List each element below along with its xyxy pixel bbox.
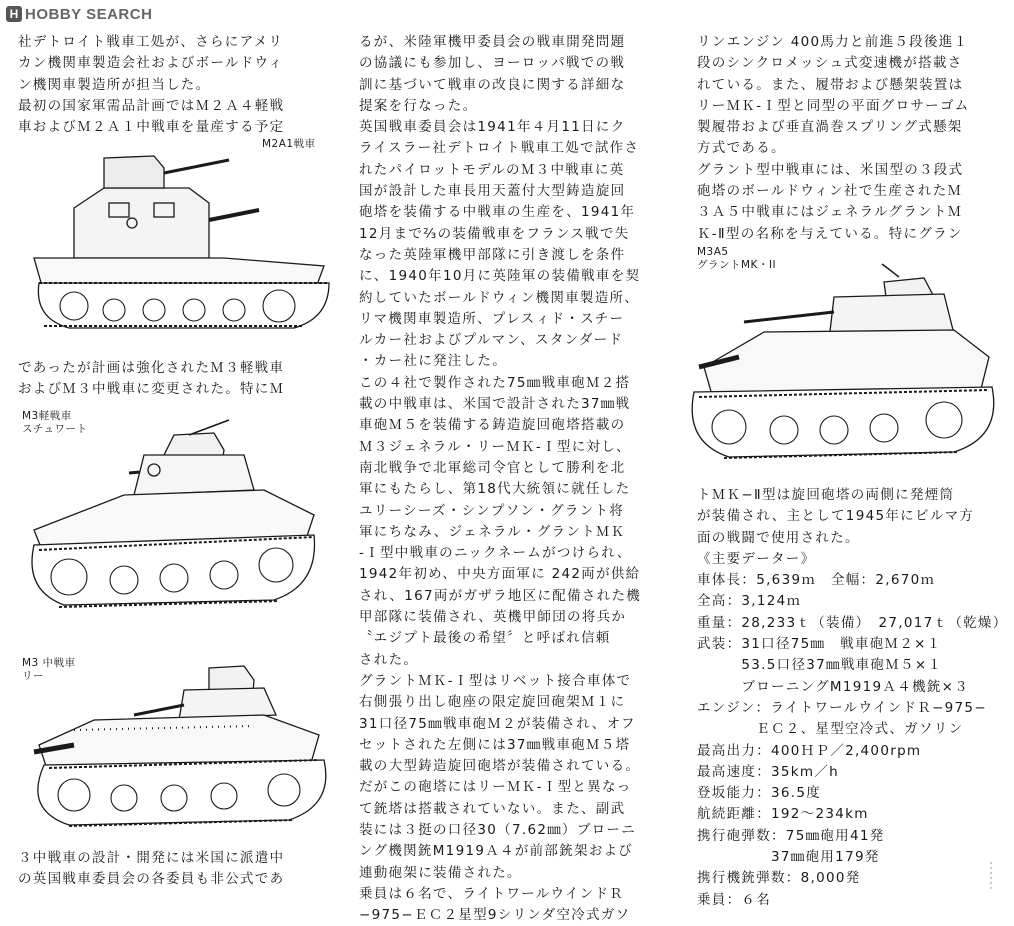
text-line: Ｋ-Ⅱ型の名称を与えている。特にグラン <box>697 225 963 242</box>
spec-line: 携行砲弾数：75㎜砲用41発 <box>697 827 885 844</box>
column-1-bottom <box>18 848 284 891</box>
caption-line: リー <box>22 670 44 682</box>
text-line: セットされた左側には37㎜戦車砲Ｍ５塔 <box>359 736 631 753</box>
text-line: され、167両がガザラ地区に配備された機 <box>359 587 642 604</box>
text-line: の英国戦車委員会の各委員も非公式であ <box>18 871 285 888</box>
text-line: 連動砲架に装備された。 <box>359 864 522 881</box>
spec-line: 航続距離：192〜234km <box>697 806 869 823</box>
caption-line: M3軽戦車 <box>22 410 72 422</box>
text-line: カン機関車製造会社およびボールドウィ <box>18 55 284 72</box>
text-line: 社デトロイト戦車工処が、さらにアメリ <box>18 34 284 50</box>
text-line: なった英陸軍機甲部隊に引き渡しを条件 <box>359 246 626 263</box>
text-line: 装には３挺の口径30（7.62㎜）ブローニ <box>359 821 637 838</box>
text-line: が装備され、主として1945年にビルマ方 <box>697 508 975 525</box>
text-line: 車およびＭ２Ａ１中戦車を量産する予定 <box>18 119 285 136</box>
text-line: 〝エジプト最後の希望〞と呼ばれ信頼 <box>359 630 611 647</box>
text-line: 提案を行なった。 <box>359 97 478 114</box>
text-line: 面の戦闘で使用された。 <box>697 529 860 546</box>
text-line: 約していたボールドウィン機関車製造所、 <box>359 289 640 306</box>
text-line: 載の中戦車は、米国で設計された37㎜戦 <box>359 396 631 413</box>
text-line: 乗員は６名で、ライトワールウインドＲ <box>359 885 625 902</box>
column-1-middle <box>18 358 284 401</box>
text-line: 訓に基づいて戦車の改良に関する詳細な <box>359 76 626 93</box>
text-line: れたパイロットモデルのＭ３中戦車に英 <box>359 161 625 178</box>
text-line: 砲塔を装備する中戦車の生産を、1941年 <box>359 204 636 221</box>
spec-line: 車体長：5,639ｍ 全幅：2,670ｍ <box>697 572 936 589</box>
text-line: であったが計画は強化されたＭ３軽戦車 <box>18 360 285 376</box>
text-line: リーＭＫ-Ｉ型と同型の平面グロサーゴム <box>697 97 970 114</box>
caption-line: グラントMK・II <box>697 259 777 271</box>
text-line: ３中戦車の設計・開発には米国に派遣中 <box>18 850 285 866</box>
text-line: ン機関車製造所が担当した。 <box>18 76 211 93</box>
column-3-bottom <box>697 485 1008 911</box>
column-2 <box>359 32 641 926</box>
text-line: 国が設計した車長用天蓋付大型鋳造旋回 <box>359 183 626 200</box>
text-line: リマ機関車製造所、プレスィド・スチー <box>359 310 625 327</box>
text-line: された。 <box>359 651 419 668</box>
text-line: ライスラー社デトロイト戦車工処で試作さ <box>359 140 640 157</box>
spec-line: エンジン：ライトワールウインドＲ−975− <box>697 699 987 716</box>
text-line: ルカー社およびプルマン、スタンダード <box>359 332 624 349</box>
text-line: この４社で製作された75㎜戦車砲Ｍ２搭 <box>359 374 631 391</box>
spec-line: ＥＣ２、星型空冷式、ガソリン <box>697 721 964 738</box>
text-line: 英国戦車委員会は1941年４月11日にク <box>359 119 626 136</box>
text-line: 軍にもたらし、第18代大統領に就任した <box>359 481 631 498</box>
text-line: ユリーシーズ・シンプソン・グラント将 <box>359 502 625 519</box>
text-line: 軍にちなみ、ジェネラル・グラントＭＫ <box>359 523 626 540</box>
text-line: 31口径75㎜戦車砲Ｍ２が装備され、オフ <box>359 715 636 732</box>
text-line: 12月まで⅔の装備戦車をフランス戦で失 <box>359 225 630 242</box>
text-line: 製履帯および垂直渦巻スプリング式懸架 <box>697 119 963 136</box>
page-edge-mark <box>986 862 996 890</box>
caption-line: M2A1戦車 <box>262 138 316 150</box>
text-line: だがこの砲塔にはリーＭＫ-Ｉ型と異なっ <box>359 779 632 796</box>
spec-line: 乗員：６名 <box>697 891 771 908</box>
m3-medium-tank-illustration <box>14 660 339 840</box>
hobby-search-logo[interactable] <box>6 6 152 23</box>
text-line: およびＭ３中戦車に変更された。特にＭ <box>18 381 285 398</box>
logo-mark: H <box>6 6 22 22</box>
text-line: 甲部隊に装備され、英機甲師団の将兵か <box>359 609 627 626</box>
text-line: 右側張り出し砲座の限定旋回砲架Ｍ１に <box>359 694 626 711</box>
text-line: るが、米陸軍機甲委員会の戦車開発問題 <box>359 34 626 50</box>
text-line: グラント型中戦車には、米国型の３段式 <box>697 161 964 178</box>
section-heading: 《主要データー》 <box>697 550 816 567</box>
spec-line: 携行機銃弾数：8,000発 <box>697 870 861 887</box>
spec-line: 最高出力：400ＨＰ／2,400rpm <box>697 742 922 759</box>
text-line: れている。また、履帯および懸架装置は <box>697 76 964 93</box>
spec-line: 登坂能力：36.5度 <box>697 785 822 802</box>
text-line: ３Ａ５中戦車にはジェネラルグラントＭ <box>697 204 963 221</box>
text-line: 載の大型鋳造旋回砲塔が装備されている。 <box>359 758 641 775</box>
column-3-top <box>697 32 970 245</box>
text-line: グラントＭＫ-Ｉ型はリベット接合車体で <box>359 672 632 689</box>
text-line: 1942年初め、中央方面軍に 242両が供給 <box>359 566 641 583</box>
caption-line: M3 中戦車 <box>22 657 76 669</box>
spec-line: 53.5口径37㎜戦車砲Ｍ５×１ <box>697 657 943 674</box>
text-line: 車砲Ｍ５を装備する鋳造旋回砲塔搭載の <box>359 417 626 434</box>
text-line: 最初の国家軍需品計画ではＭ２Ａ４軽戦 <box>18 97 285 114</box>
site-header <box>0 0 1014 28</box>
text-line: トＭＫ−Ⅱ型は旋回砲塔の両側に発煙筒 <box>697 487 955 503</box>
text-line: Ｍ３ジェネラル・リーＭＫ-Ｉ型に対し、 <box>359 438 631 455</box>
spec-line: 最高速度：35km／h <box>697 763 840 780</box>
text-line: 砲塔のボールドウィン社で生産されたＭ <box>697 183 963 200</box>
logo-text: HOBBY SEARCH <box>25 5 153 23</box>
m3-light-tank-illustration <box>24 415 324 630</box>
text-line: ・カー社に発注した。 <box>359 353 507 370</box>
spec-line: ブローニングM1919Ａ４機銃×３ <box>697 678 970 695</box>
text-line: 方式である。 <box>697 140 786 157</box>
m2a1-tank-illustration <box>14 148 336 338</box>
m3a5-tank-illustration <box>684 262 999 472</box>
spec-line: 重量：28,233ｔ（装備） 27,017ｔ（乾燥） <box>697 614 1008 631</box>
text-line: の協議にも参加し、ヨーロッパ戦での戦 <box>359 55 626 72</box>
spec-line: 全高：3,124ｍ <box>697 593 802 610</box>
text-line: −975−ＥＣ２星型9シリンダ空冷式ガソ <box>359 907 631 924</box>
text-line: リンエンジン 400馬力と前進５段後進１ <box>697 34 969 50</box>
caption-line: スチュワート <box>22 423 88 435</box>
text-line: て銃塔は搭載されていない。また、副武 <box>359 800 626 817</box>
spec-line: 37㎜砲用179発 <box>697 849 880 866</box>
spec-line: 武装：31口径75㎜ 戦車砲Ｍ２×１ <box>697 636 942 653</box>
text-line: ング機関銃M1919Ａ４が前部銃架および <box>359 843 634 860</box>
text-line: 段のシンクロメッシュ式変速機が搭載さ <box>697 55 963 72</box>
text-line: 南北戦争で北軍総司令官として勝利を北 <box>359 459 626 476</box>
text-line: -Ｉ型中戦車のニックネームがつけられ、 <box>359 545 632 562</box>
text-line: に、1940年10月に英陸軍の装備戦車を契 <box>359 268 641 285</box>
column-1-top <box>18 32 284 138</box>
caption-line: M3A5 <box>697 246 729 258</box>
